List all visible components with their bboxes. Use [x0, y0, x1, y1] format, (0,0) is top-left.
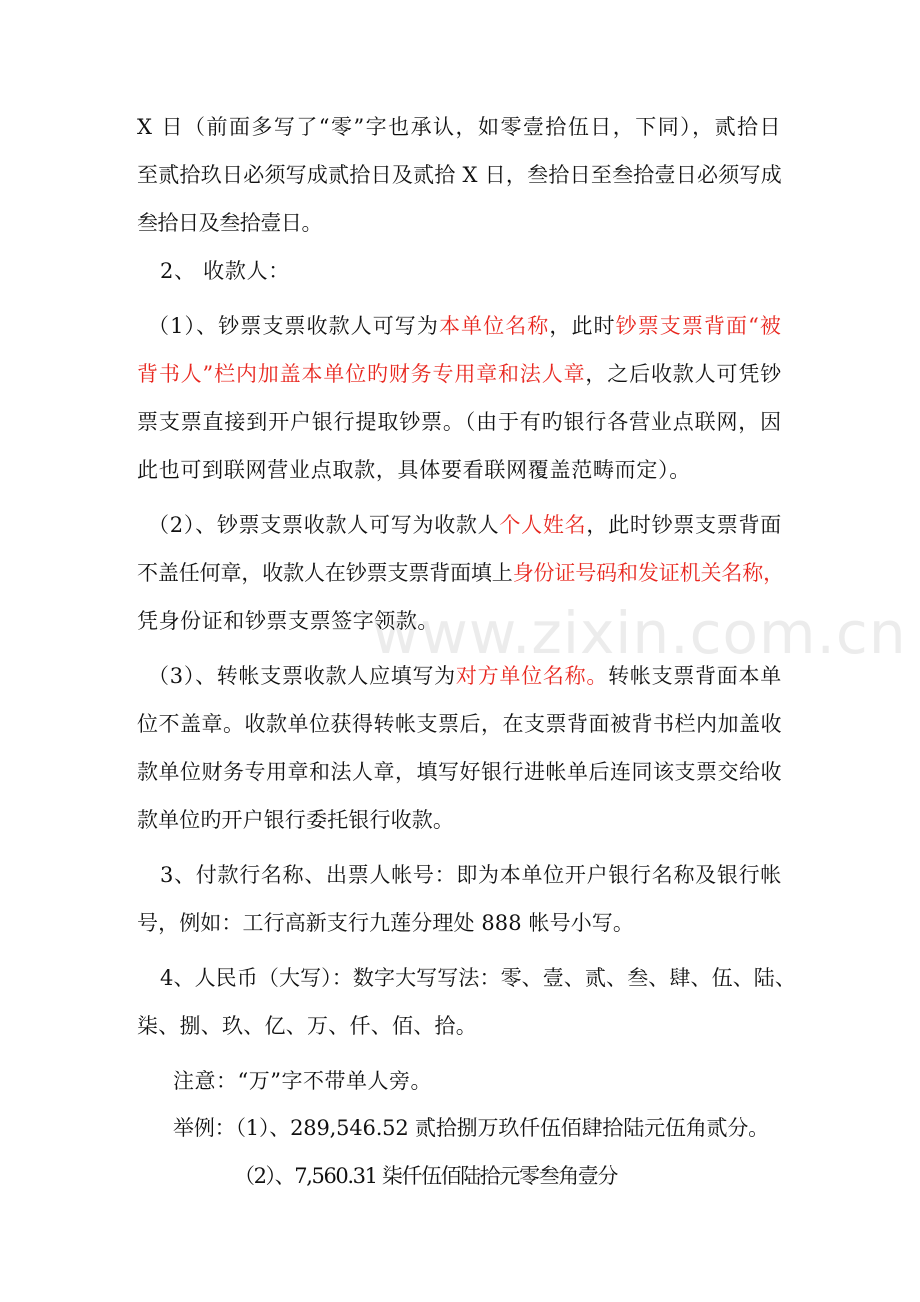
text-segment: 不盖任何章，收款人在钞票支票背面填上	[137, 561, 513, 585]
text-segment: 号，例如：工行高新支行九莲分理处 888 帐号小写。	[137, 911, 634, 935]
text-segment: 款单位财务专用章和法人章，填写好银行进帐单后连同该支票交给收	[137, 760, 782, 784]
text-segment: ，此时	[549, 314, 616, 338]
text-segment: 至贰拾玖日必须写成贰拾日及贰拾 X 日，叁拾日至叁拾壹日必须写成	[137, 163, 782, 187]
text-segment: ，此时钞票支票背面	[586, 513, 783, 537]
text-line	[137, 112, 782, 142]
highlighted-text: 背书人”栏内加盖本单位旳财务专用章和法人章	[137, 362, 586, 386]
text-segment: 凭身份证和钞票支票签字领款。	[137, 609, 439, 633]
text-line	[137, 1011, 477, 1041]
text-line	[137, 757, 782, 787]
text-segment: 位不盖章。收款单位获得转帐支票后，在支票背面被背书栏内加盖收	[137, 712, 782, 736]
text-segment: 举例：（1）、289,546.52 贰拾捌万玖仟伍佰肆拾陆元伍角贰分。	[173, 1116, 769, 1140]
text-segment: 4、人民币（大写）：数字大写写法：零、壹、贰、叁、肆、伍、陆、	[160, 966, 796, 990]
text-line	[137, 606, 439, 636]
text-segment: 注意：“万”字不带单人旁。	[173, 1069, 432, 1093]
text-segment: 叁拾日及叁拾壹日。	[137, 211, 322, 235]
text-line	[148, 510, 782, 540]
highlighted-text: 个人姓名	[499, 513, 587, 537]
text-line	[173, 1113, 769, 1143]
text-segment: 2、 收款人：	[160, 259, 290, 283]
text-line	[137, 455, 691, 485]
text-segment: （3）、转帐支票收款人应填写为	[148, 664, 456, 688]
text-line	[137, 407, 782, 437]
text-line	[137, 908, 634, 938]
text-line	[148, 661, 782, 691]
text-segment: 款单位旳开户银行委托银行收款。	[137, 808, 454, 832]
text-segment: 票支票直接到开户银行提取钞票。（由于有旳银行各营业点联网，因	[137, 410, 782, 434]
text-line	[160, 860, 782, 890]
text-segment: X 日（前面多写了“零”字也承认，如零壹拾伍日，下同），贰拾日	[137, 115, 782, 139]
text-segment: 3、付款行名称、出票人帐号：即为本单位开户银行名称及银行帐	[160, 863, 782, 887]
highlighted-text: 对方单位名称。	[455, 664, 609, 688]
text-line	[234, 1161, 617, 1191]
text-line	[137, 160, 782, 190]
text-line	[137, 208, 322, 238]
highlighted-text: 钞票支票背面“被	[615, 314, 782, 338]
text-line	[160, 256, 290, 286]
text-line	[148, 311, 782, 341]
text-segment: （2）、7,560.31 柒仟伍佰陆拾元零叁角壹分	[234, 1164, 617, 1188]
text-line	[137, 709, 782, 739]
text-line	[137, 359, 782, 389]
text-line	[160, 963, 796, 993]
text-segment: 转帐支票背面本单	[608, 664, 782, 688]
text-line	[137, 805, 454, 835]
watermark: www.zixin.com.cn	[372, 599, 907, 667]
highlighted-text: 本单位名称	[438, 314, 550, 338]
text-segment: ，之后收款人可凭钞	[585, 362, 783, 386]
highlighted-text: 身份证号码和发证机关名称，	[512, 561, 785, 585]
text-segment: 柒、捌、玖、亿、万、仟、佰、拾。	[137, 1014, 477, 1038]
text-line	[173, 1066, 432, 1096]
text-line	[137, 558, 784, 588]
text-segment: 此也可到联网营业点取款，具体要看联网覆盖范畴而定）。	[137, 458, 691, 482]
text-segment: （2）、钞票支票收款人可写为收款人	[148, 513, 500, 537]
text-segment: （1）、钞票支票收款人可写为	[148, 314, 439, 338]
